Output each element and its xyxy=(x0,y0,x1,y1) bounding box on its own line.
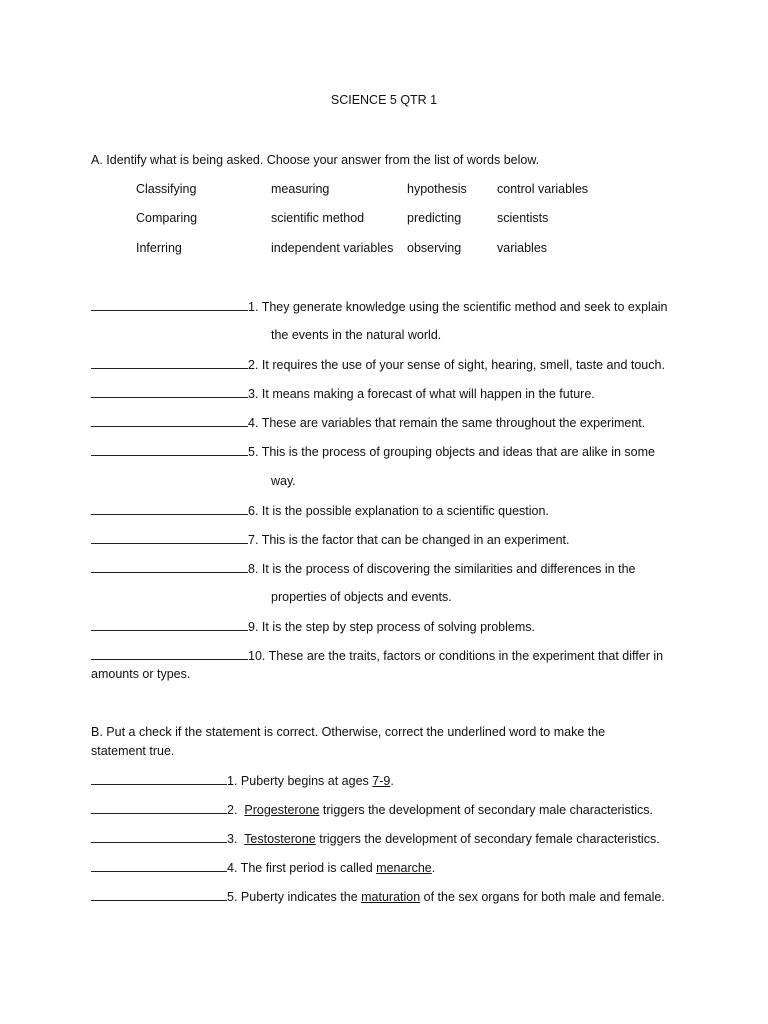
statement-text: The first period is called xyxy=(237,861,377,875)
underlined-word: 7-9 xyxy=(372,774,391,788)
answer-blank[interactable] xyxy=(91,648,248,660)
statement-item xyxy=(91,860,435,875)
answer-blank[interactable] xyxy=(91,561,248,573)
question-item xyxy=(91,444,655,459)
question-text: It is the step by step process of solving problems. xyxy=(261,620,535,634)
question-text: This is the factor that can be changed in an experiment. xyxy=(261,533,570,547)
answer-blank[interactable] xyxy=(91,299,248,311)
question-number: 2. xyxy=(248,358,259,372)
word-bank-item: observing xyxy=(407,241,462,255)
answer-blank[interactable] xyxy=(91,831,227,843)
answer-blank[interactable] xyxy=(91,386,248,398)
word-bank-item: Comparing xyxy=(136,211,198,225)
word-bank-item: Inferring xyxy=(136,241,182,255)
word-bank-item: variables xyxy=(497,241,548,255)
word-bank-item: Classifying xyxy=(136,182,197,196)
question-number: 7. xyxy=(248,533,259,547)
question-item xyxy=(91,648,663,663)
statement-item xyxy=(91,831,660,846)
question-continuation: amounts or types. xyxy=(91,667,191,681)
statement-item xyxy=(91,802,653,817)
answer-blank[interactable] xyxy=(91,532,248,544)
statement-number: 1. xyxy=(227,774,238,788)
statement-text: triggers the development of secondary male characteristics. xyxy=(319,803,653,817)
question-number: 4. xyxy=(248,416,259,430)
question-item xyxy=(91,299,668,314)
question-number: 3. xyxy=(248,387,259,401)
part-b-instruction-continuation: statement true. xyxy=(91,744,175,758)
word-bank-item: scientific method xyxy=(271,211,365,225)
question-item xyxy=(91,503,549,518)
statement-item xyxy=(91,773,394,788)
part-b-instruction: B. Put a check if the statement is correct. Otherwise, correct the underlined word to make the xyxy=(91,725,606,739)
underlined-word: Progesterone xyxy=(244,803,320,817)
question-item xyxy=(91,415,645,430)
answer-blank[interactable] xyxy=(91,503,248,515)
question-number: 9. xyxy=(248,620,259,634)
statement-number: 5. xyxy=(227,890,238,904)
statement-item xyxy=(91,889,665,904)
question-item xyxy=(91,561,636,576)
answer-blank[interactable] xyxy=(91,619,248,631)
question-number: 5. xyxy=(248,445,259,459)
underlined-word: Testosterone xyxy=(244,832,316,846)
question-text: This is the process of grouping objects and ideas that are alike in some xyxy=(261,445,655,459)
question-text: It requires the use of your sense of sight, hearing, smell, taste and touch. xyxy=(261,358,665,372)
question-text: It means making a forecast of what will happen in the future. xyxy=(261,387,595,401)
question-text: These are the traits, factors or conditions in the experiment that differ in xyxy=(265,649,664,663)
statement-number: 2. xyxy=(227,803,238,817)
statement-number: 4. xyxy=(227,861,238,875)
statement-text: Puberty indicates the xyxy=(237,890,362,904)
question-text: They generate knowledge using the scientific method and seek to explain xyxy=(261,300,668,314)
answer-blank[interactable] xyxy=(91,357,248,369)
question-text: It is the process of discovering the similarities and differences in the xyxy=(261,562,636,576)
question-text: These are variables that remain the same throughout the experiment. xyxy=(261,416,646,430)
question-number: 8. xyxy=(248,562,259,576)
question-continuation: properties of objects and events. xyxy=(271,590,452,604)
answer-blank[interactable] xyxy=(91,444,248,456)
underlined-word: menarche xyxy=(376,861,432,875)
statement-text: of the sex organs for both male and female. xyxy=(420,890,665,904)
statement-text: . xyxy=(431,861,436,875)
question-continuation: way. xyxy=(271,474,296,488)
word-bank-item: predicting xyxy=(407,211,462,225)
underlined-word: maturation xyxy=(361,890,421,904)
answer-blank[interactable] xyxy=(91,860,227,872)
answer-blank[interactable] xyxy=(91,773,227,785)
word-bank-item: control variables xyxy=(497,182,589,196)
answer-blank[interactable] xyxy=(91,415,248,427)
page-title: SCIENCE 5 QTR 1 xyxy=(330,93,438,107)
statement-number: 3. xyxy=(227,832,238,846)
answer-blank[interactable] xyxy=(91,802,227,814)
question-item xyxy=(91,619,535,634)
answer-blank[interactable] xyxy=(91,889,227,901)
statement-text: Puberty begins at ages xyxy=(237,774,373,788)
question-item xyxy=(91,532,570,547)
statement-text: triggers the development of secondary female characteristics. xyxy=(315,832,660,846)
word-bank-item: scientists xyxy=(497,211,549,225)
word-bank-item: measuring xyxy=(271,182,330,196)
statement-text: . xyxy=(390,774,394,788)
part-a-instruction: A. Identify what is being asked. Choose your answer from the list of words below. xyxy=(91,153,540,167)
word-bank-item: independent variables xyxy=(271,241,394,255)
question-number: 1. xyxy=(248,300,259,314)
question-number: 10. xyxy=(248,649,266,663)
question-text: It is the possible explanation to a scientific question. xyxy=(261,504,549,518)
question-item xyxy=(91,386,595,401)
question-number: 6. xyxy=(248,504,259,518)
question-item xyxy=(91,357,665,372)
word-bank-item: hypothesis xyxy=(407,182,467,196)
question-continuation: the events in the natural world. xyxy=(271,328,442,342)
